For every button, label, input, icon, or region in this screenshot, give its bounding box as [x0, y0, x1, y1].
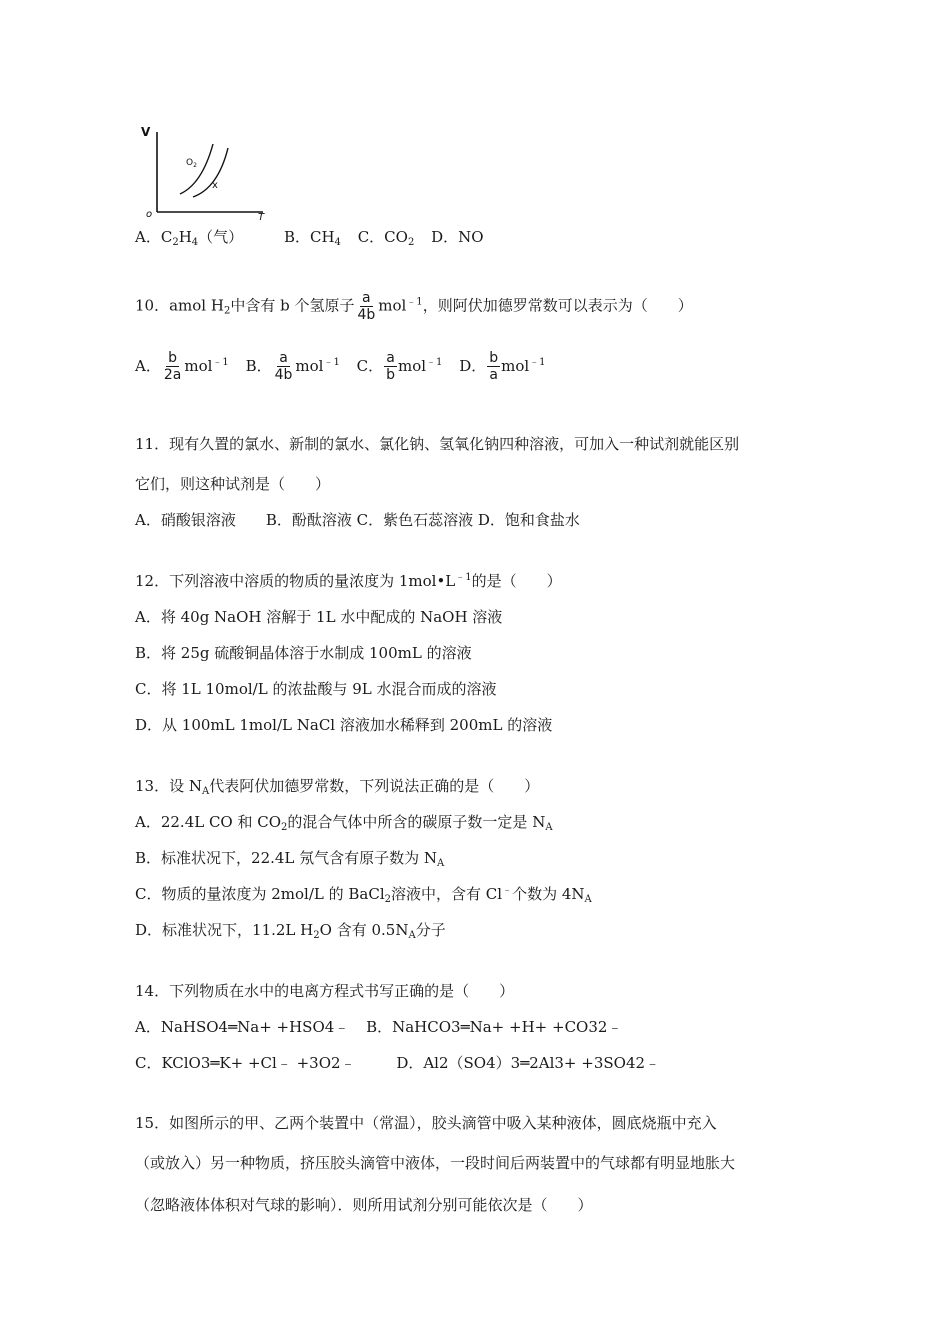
q10-stem: 10．amol $H_2$中含有 b 个氢原子 $\frac{a}{4b}$ mol$^{﹣1}$，则阿伏加德罗常数可以表示为（ ）: [135, 290, 693, 323]
q10-option-d: D． $\frac{b}{a}$ mol$^{﹣1}$: [459, 350, 546, 383]
q14-options-row1: [135, 1017, 634, 1037]
q12-option-d: D．从 100mL 1mol/L NaCl 溶液加水稀释到 200mL 的溶液: [135, 716, 553, 734]
q9-option-d: D．NO: [431, 228, 484, 246]
q14-option-c: C．KClO3═K+ +Cl﹣ +3O2﹣: [135, 1054, 356, 1072]
q15-stem-line3: （忽略液体体积对气球的影响）．则所用试剂分别可能依次是（ ）: [135, 1196, 593, 1214]
q13-option-a: A．22.4L CO 和 $CO_2$的混合气体中所含的碳原子数一定是 $N_A$: [135, 813, 553, 833]
q10-option-c: C． $\frac{a}{b}$ mol$^{﹣1}$: [356, 350, 443, 383]
vt-graph-figure: [140, 122, 275, 222]
q12-option-c: C．将 1L 10mol/L 的浓盐酸与 9L 水混合而成的溶液: [135, 680, 497, 698]
q13-option-c: C．物质的量浓度为 2mol/L 的 BaCl$_2$溶液中，含有 Cl﹣个数为 $4N_A$: [135, 885, 592, 905]
q10-fraction: $\frac{a}{4b}$: [357, 290, 376, 323]
q9-option-c: C．$CO_2$: [357, 228, 415, 248]
q10-options: [135, 350, 558, 383]
q13-stem: 13．设 $N_A$代表阿伏加德罗常数，下列说法正确的是（ ）: [135, 777, 540, 797]
q13-option-b: B．标准状况下，22.4L 氖气含有原子数为 $N_A$: [135, 849, 445, 869]
curve-o2-label: $O_2$: [186, 158, 197, 169]
q10-option-b: B． $\frac{a}{4b}$ mol$^{﹣1}$: [245, 350, 340, 383]
q11-stem-line2: 它们，则这种试剂是（ ）: [135, 475, 331, 493]
q9-option-a: A．$C_2H_4$（气）: [135, 228, 244, 248]
q14-option-b: B．NaHCO3═Na+ +H+ +CO32﹣: [366, 1018, 623, 1036]
q9-options: [135, 227, 496, 247]
q13-option-d: D．标准状况下，11.2L $H_2O$ 含有 $0.5N_A$分子: [135, 921, 446, 941]
q14-options-row2: [135, 1053, 672, 1073]
q12-option-a: A．将 40g NaOH 溶解于 1L 水中配成的 NaOH 溶液: [135, 608, 503, 626]
q9-option-b: B．$CH_4$: [283, 228, 341, 248]
q11-stem-line1: 11．现有久置的氯水、新制的氯水、氯化钠、氢氧化钠四种溶液，可加入一种试剂就能区别: [135, 435, 740, 453]
q15-stem-line1: 15．如图所示的甲、乙两个装置中（常温），胶头滴管中吸入某种液体，圆底烧瓶中充入: [135, 1114, 717, 1132]
q14-option-d: D．Al2（SO4）3═2Al3+ +3SO42﹣: [396, 1054, 661, 1072]
y-axis-label: V: [141, 125, 151, 139]
q10-option-a: A． $\frac{b}{2a}$ mol$^{﹣1}$: [135, 350, 229, 383]
q12-option-b: B．将 25g 硫酸铜晶体溶于水制成 100mL 的溶液: [135, 644, 472, 662]
curve-x-label: x: [212, 180, 218, 191]
q15-stem-line2: （或放入）另一种物质，挤压胶头滴管中液体，一段时间后两装置中的气球都有明显地胀大: [135, 1154, 736, 1172]
q14-stem: 14．下列物质在水中的电离方程式书写正确的是（ ）: [135, 982, 515, 1000]
origin-label: o: [146, 209, 153, 220]
curve-o2: [180, 144, 213, 194]
q12-stem: 12．下列溶液中溶质的物质的量浓度为 $1mol•L^{﹣1}$的是（ ）: [135, 572, 562, 590]
q11-options: A．硝酸银溶液 B．酚酞溶液 C．紫色石蕊溶液 D．饱和食盐水: [135, 511, 580, 529]
curve-x: [193, 148, 228, 197]
x-axis-label: T: [258, 212, 265, 222]
q14-option-a: A．NaHSO4═Na+ +HSO4﹣: [135, 1018, 350, 1036]
